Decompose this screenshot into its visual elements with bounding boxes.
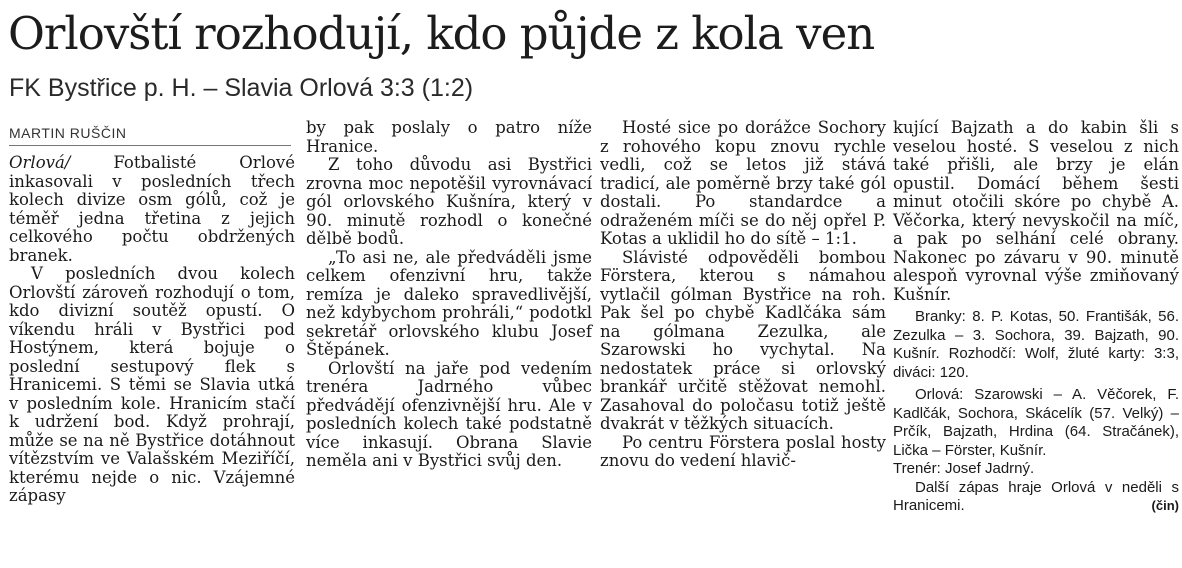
match-stats bbox=[893, 308, 1179, 382]
column-2 bbox=[306, 119, 592, 471]
paragraph-text: Fotbalisté Orlové inkasovali v posledních třech kolech divize osm gólů, což je téměř jedna třetina z jejich celkového počtu obdržených branek. bbox=[9, 153, 295, 265]
goals-value: 8. P. Kotas, 50. Františák, 56. Zezulka – 3. Sochora, 39. Bajzath, 90. Kušnír. bbox=[893, 308, 1179, 362]
byline-divider bbox=[9, 145, 291, 146]
yellow-cards-value: 3:3, bbox=[1145, 345, 1179, 362]
lineup-label: Orlová: bbox=[915, 386, 964, 403]
goals-label: Branky: bbox=[915, 308, 966, 325]
lineup-value: Szarowski – A. Věčorek, F. Kadlčák, Sochora, Skácelík (57. Velký) – Prčík, Bajzath, Hrdina (64. Stračánek), Lička – Förster, Kušnír. bbox=[893, 386, 1179, 459]
paragraph: Po centru Förstera poslal hosty znovu do vedení hlavič- bbox=[600, 432, 886, 470]
next-match bbox=[893, 479, 1179, 516]
quote-paragraph: „To asi ne, ale předváděli jsme celkem ofenzivní hru, takže remíza je daleko spravedlivější, než kdybychom prohráli,“ podotkl sekretář orlovského klubu Josef Štěpánek. bbox=[306, 247, 592, 359]
paragraph: Z toho důvodu asi Bystřici zrovna moc nepotěšil vyrovnávací gól orlovského Kušníra, který v 90. minutě rozhodl o konečné dělbě bodů. bbox=[306, 155, 592, 248]
author-signature: (čin) bbox=[1151, 498, 1179, 513]
paragraph: kující Bajzath a do kabin šli s veselou hosté. S veselou z nich také přišli, ale brzy je elán opustil. Domácí během šesti minut otočili skóre po chybě A. Věčorka, který nevyskočil na míč, a pak po selhání celé obrany. Nakonec po závaru v 90. minutě alespoň vyrovnal výše zmiňovaný Kušnír. bbox=[893, 118, 1179, 304]
author-byline: MARTIN RUŠČIN bbox=[9, 125, 127, 141]
spectators-label: diváci: bbox=[893, 363, 936, 381]
column-4 bbox=[893, 119, 1179, 516]
next-match-text: Další zápas hraje Orlová v neděli s Hranicemi. bbox=[893, 478, 1179, 514]
coach-value: Josef Jadrný. bbox=[940, 460, 1035, 477]
paragraph: by pak poslaly o patro níže Hranice. bbox=[306, 118, 592, 156]
yellow-cards-label: žluté karty: bbox=[1067, 345, 1146, 362]
column-1 bbox=[9, 154, 295, 506]
lineup bbox=[893, 386, 1179, 460]
paragraph: Hosté sice po dorážce Sochory z rohového kopu znovu rychle vedli, což se letos již stává tradicí, ale poměrně brzy také gól dostali. Po standardce a odraženém míči se do něj opřel P. Kotas a uklidil ho do sítě – 1:1. bbox=[600, 118, 886, 248]
paragraph: Orlovští na jaře pod vedením trenéra Jadrného vůbec předvádějí ofenzivnější hru. Ale v posledních kolech také podstatně více inkasují. Obrana Slavie neměla ani v Bystřici svůj den. bbox=[306, 358, 592, 470]
referee-value: Wolf, bbox=[1016, 345, 1059, 362]
coach bbox=[893, 460, 1179, 479]
spectators-value: 120. bbox=[935, 363, 969, 381]
column-3 bbox=[600, 119, 886, 471]
dateline-place: Orlová/ bbox=[9, 153, 71, 172]
coach-label: Trenér: bbox=[893, 460, 941, 477]
referee-label: Rozhodčí: bbox=[948, 345, 1017, 362]
headline: Orlovští rozhodují, kdo půjde z kola ven bbox=[8, 7, 875, 60]
match-result-subhead: FK Bystřice p. H. – Slavia Orlová 3:3 (1:2) bbox=[9, 74, 474, 102]
paragraph bbox=[9, 154, 295, 265]
paragraph: V posledních dvou kolech Orlovští zároveň rozhodují o tom, kdo divizní soutěž opustí. O víkendu hráli v Bystřici pod Hostýnem, která bojuje o poslední sestupový flek s Hranicemi. S těmi se Slavia utká v posledním kole. Hranicím stačí k udržení bod. Když prohrají, může se na ně Bystřice dotáhnout vítězstvím ve Valašském Meziříčí, kterému nejde o nic. Vzájemné zápasy bbox=[9, 264, 295, 505]
paragraph: Slávisté odpověděli bombou Förstera, kterou s námahou vytlačil gólman Bystřice na roh. Pak šel po chybě Kadlčáka sám na gólmana Zezulka, ale Szarowski ho vychytal. Na nedostatek práce si orlovský brankář určitě stěžovat nemohl. Zasahoval do poločasu totiž ještě dvakrát v těžkých situacích. bbox=[600, 247, 886, 433]
